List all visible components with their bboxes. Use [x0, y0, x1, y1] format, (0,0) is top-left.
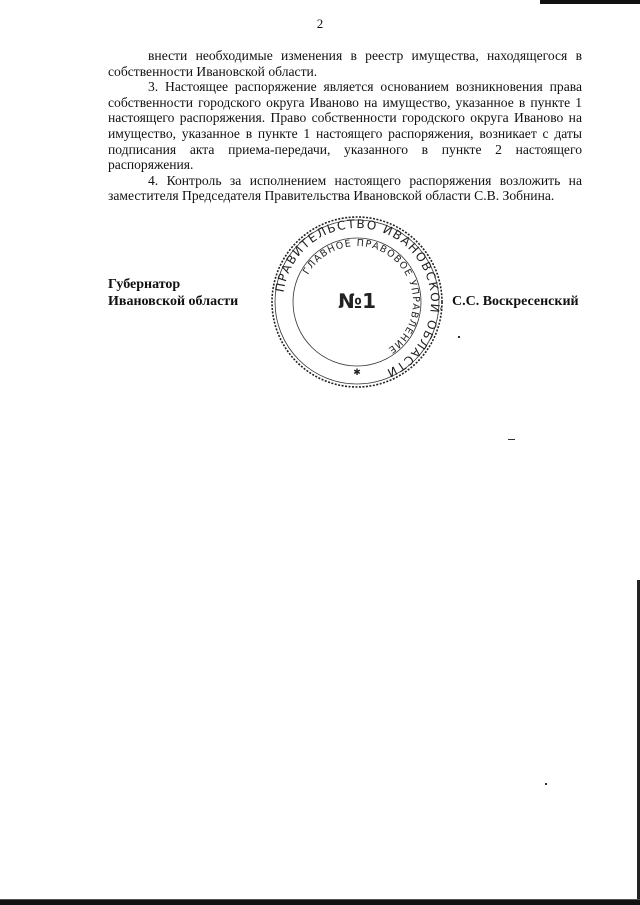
scan-artifact-top: [540, 0, 640, 4]
paragraph-3: 3. Настоящее распоряжение является основанием возникновения права собственности городского округа Иваново на имущество, указанное в пункте 1 настоящего распоряжения. Право собственности городского округа Иваново на имущество, указанное в пункте 1 настоящего распоряжения, возникает с даты подписания акта приема-передачи, указанного в пункте 2 настоящего распоряжения.: [108, 79, 582, 173]
scan-speck: [508, 439, 515, 440]
official-stamp: [270, 215, 444, 389]
document-body: [108, 48, 582, 204]
scan-speck: [458, 336, 460, 338]
signatory-title: [108, 276, 238, 310]
scan-speck: [545, 783, 547, 785]
signatory-title-line1: Губернатор: [108, 277, 181, 292]
signatory-name: С.С. Воскресенский: [452, 294, 579, 309]
paragraph-4: 4. Контроль за исполнением настоящего распоряжения возложить на заместителя Председателя Правительства Ивановской области С.В. Зобнина.: [108, 172, 582, 204]
stamp-inner-text: ГЛАВНОЕ ПРАВОВОЕ УПРАВЛЕНИЕ: [301, 237, 422, 356]
scan-artifact-bottom: [0, 900, 640, 905]
stamp-center-number: №1: [338, 289, 376, 313]
stamp-star-icon: ✱: [353, 368, 361, 378]
page-number: 2: [316, 16, 324, 31]
paragraph-continuation: внести необходимые изменения в реестр имущества, находящегося в собственности Ивановской области.: [108, 48, 582, 79]
stamp-outer-text: ПРАВИТЕЛЬСТВО ИВАНОВСКОЙ ОБЛАСТИ: [272, 216, 443, 381]
signatory-title-line2: Ивановской области: [108, 294, 239, 309]
